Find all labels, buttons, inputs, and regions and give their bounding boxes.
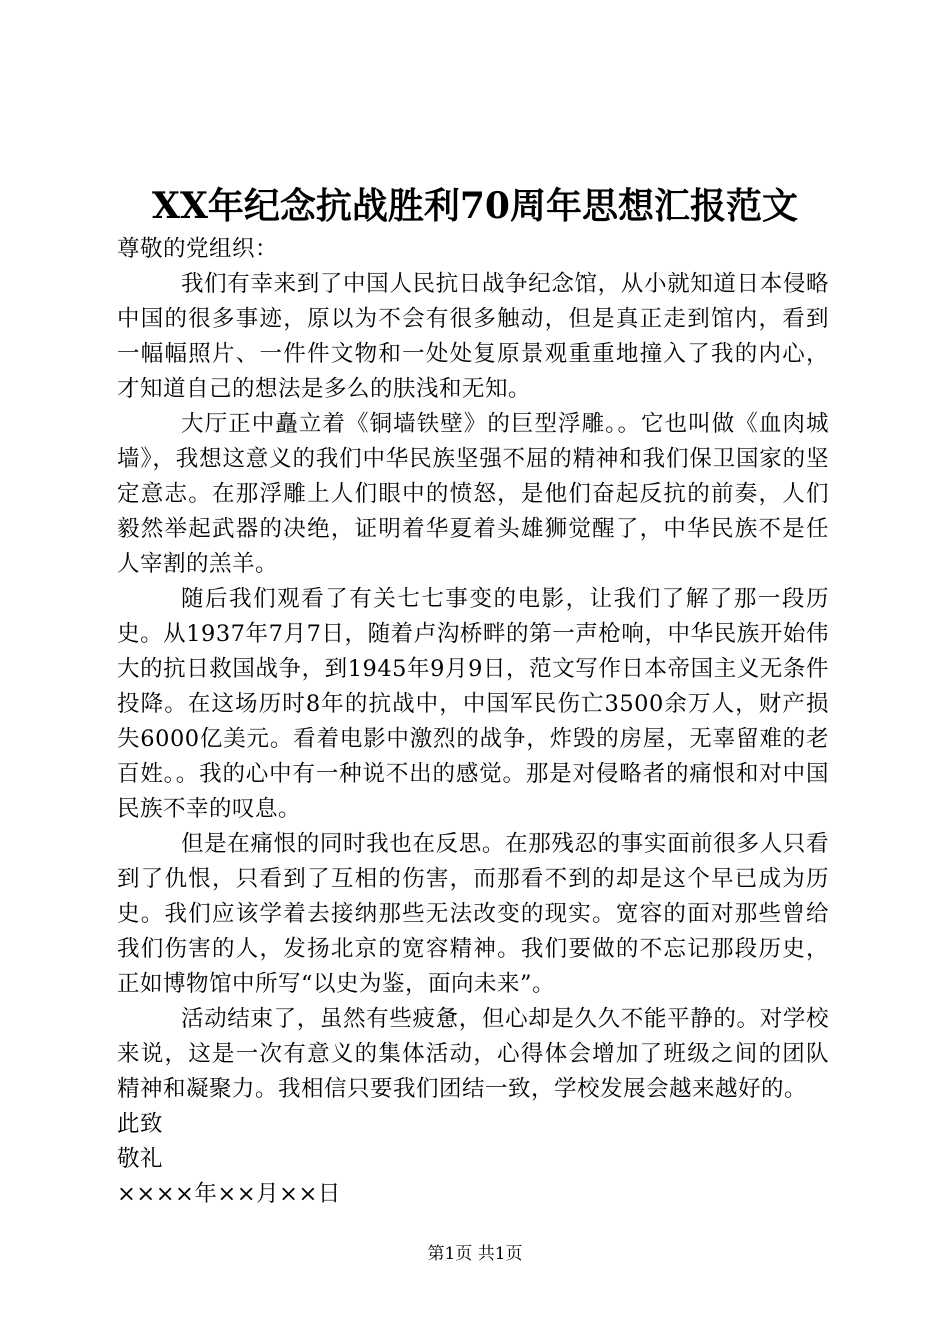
salutation: 尊敬的党组织： xyxy=(117,236,279,262)
page-footer: 第1页 共1页 xyxy=(427,1244,523,1264)
date-line: ××××年××月××日 xyxy=(117,1181,341,1207)
document-title: XX年纪念抗战胜利70周年思想汇报范文 xyxy=(152,185,798,227)
closing-line-2: 敬礼 xyxy=(117,1146,164,1172)
paragraph-4: 但是在痛恨的同时我也在反思。在那残忍的事实面前很多人只看到了仇恨，只看到了互相的伤害，而那看不到的却是这个早已成为历史。我们应该学着去接纳那些无法改变的现实。宽容的面对那些曾给我们伤害的人，发扬北京的宽容精神。我们要做的不忘记那段历史，正如博物馆中所写“以史为鉴，面向未来”。 xyxy=(117,831,829,997)
paragraph-5: 活动结束了，虽然有些疲惫，但心却是久久不能平静的。对学校来说，这是一次有意义的集体活动，心得体会增加了班级之间的团队精神和凝聚力。我相信只要我们团结一致，学校发展会越来越好的。 xyxy=(117,1006,829,1102)
paragraph-1: 我们有幸来到了中国人民抗日战争纪念馆，从小就知道日本侵略中国的很多事迹，原以为不会有很多触动，但是真正走到馆内，看到一幅幅照片、一件件文物和一处处复原景观重重地撞入了我的内心，才知道自己的想法是多么的肤浅和无知。 xyxy=(117,271,829,402)
document-body xyxy=(117,232,829,1212)
closing-line-1: 此致 xyxy=(117,1111,164,1137)
paragraph-3: 随后我们观看了有关七七事变的电影，让我们了解了那一段历史。从1937年7月7日，随着卢沟桥畔的第一声枪响，中华民族开始伟大的抗日救国战争，到1945年9月9日，范文写作日本帝国主义无条件投降。在这场历时8年的抗战中，中国军民伤亡3500余万人，财产损失6000亿美元。看着电影中激烈的战争，炸毁的房屋，无辜留难的老百姓。。我的心中有一种说不出的感觉。那是对侵略者的痛恨和对中国民族不幸的叹息。 xyxy=(117,586,829,822)
paragraph-2: 大厅正中矗立着《铜墙铁壁》的巨型浮雕。。它也叫做《血肉城墙》，我想这意义的我们中华民族坚强不屈的精神和我们保卫国家的坚定意志。在那浮雕上人们眼中的愤怒，是他们奋起反抗的前奏，人们毅然举起武器的决绝，证明着华夏着头雄狮觉醒了，中华民族不是任人宰割的羔羊。 xyxy=(117,411,829,577)
